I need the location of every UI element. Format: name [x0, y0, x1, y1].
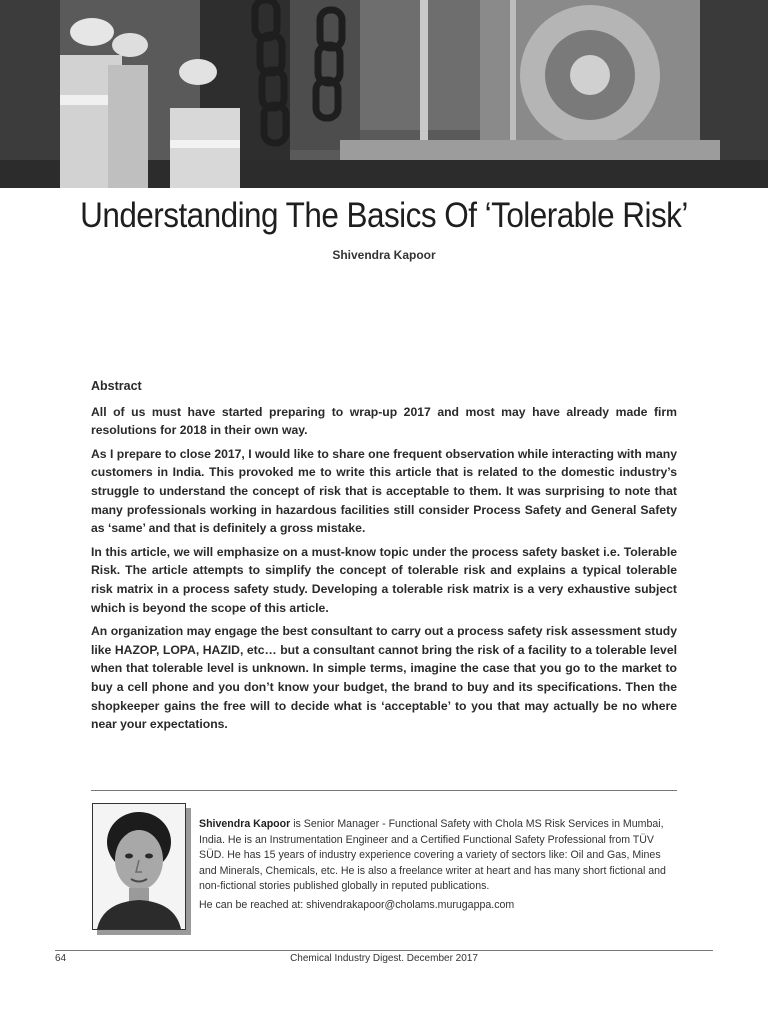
bio-text: is Senior Manager - Functional Safety with Chola MS Risk Services in Mumbai, India. He is an Instrumentation Engineer and a Certified Functional Safety Professional from TÜV SÜD. He has 15 years of industry experience covering a variety of sectors like: Oil and Gas, Mines and Minerals, Chemicals, etc. He is also a freelance writer at heart and has many short fictional and non-fictional stories published globally in reputed publications. [199, 818, 666, 893]
page-number: 64 [55, 953, 67, 964]
header-photo [0, 0, 768, 188]
abstract-heading: Abstract [91, 379, 142, 393]
article-paragraph: As I prepare to close 2017, I would like to share one frequent observation while interacting with many customers in India. This provoked me to write this article that is related to the domestic industry’s struggle to understand the concept of risk that is acceptable to them. It was surprising to note that many professionals working in hazardous facilities still consider Process Safety and General Safety as ‘same’ and that is definitely a gross mistake. [91, 446, 677, 536]
article-paragraph: In this article, we will emphasize on a must-know topic under the process safety basket i.e. Tolerable Risk. The article attempts to simplify the concept of tolerable risk and explains a typical tolerable risk matrix in a process safety study. Developing a tolerable risk matrix is a very exhaustive subject which is beyond the scope of this article. [91, 544, 677, 615]
article-title: Understanding The Basics Of ‘Tolerable Risk’ [80, 196, 688, 235]
author-bio [199, 817, 679, 917]
bio-name: Shivendra Kapoor [199, 818, 291, 830]
article-paragraph: An organization may engage the best consultant to carry out a process safety risk assessment study like HAZOP, LOPA, HAZID, etc… but a consultant cannot bring the risk of a facility to a tolerable level when that tolerable level is unknown. In simple terms, imagine the case that you go to the market to buy a cell phone and you don’t know your budget, the brand to buy and its specifications. Then the shopkeeper gains the free will to decide what is ‘acceptable’ to you that may actually be no where near your expectations. [91, 624, 677, 732]
author-photo [92, 803, 186, 930]
footer-divider [55, 950, 713, 951]
author-portrait-icon [93, 804, 185, 929]
publication-title: Chemical Industry Digest. December 2017 [290, 953, 478, 964]
article-body [91, 377, 677, 739]
divider [91, 790, 677, 791]
article-author: Shivendra Kapoor [332, 248, 436, 262]
article-paragraph: All of us must have started preparing to wrap-up 2017 and most may have already made firm resolutions for 2018 in their own way. [91, 404, 677, 438]
bio-paragraph [199, 817, 679, 895]
bio-contact: He can be reached at: shivendrakapoor@cholams.murugappa.com [199, 898, 515, 911]
industrial-scene-icon [0, 0, 768, 188]
